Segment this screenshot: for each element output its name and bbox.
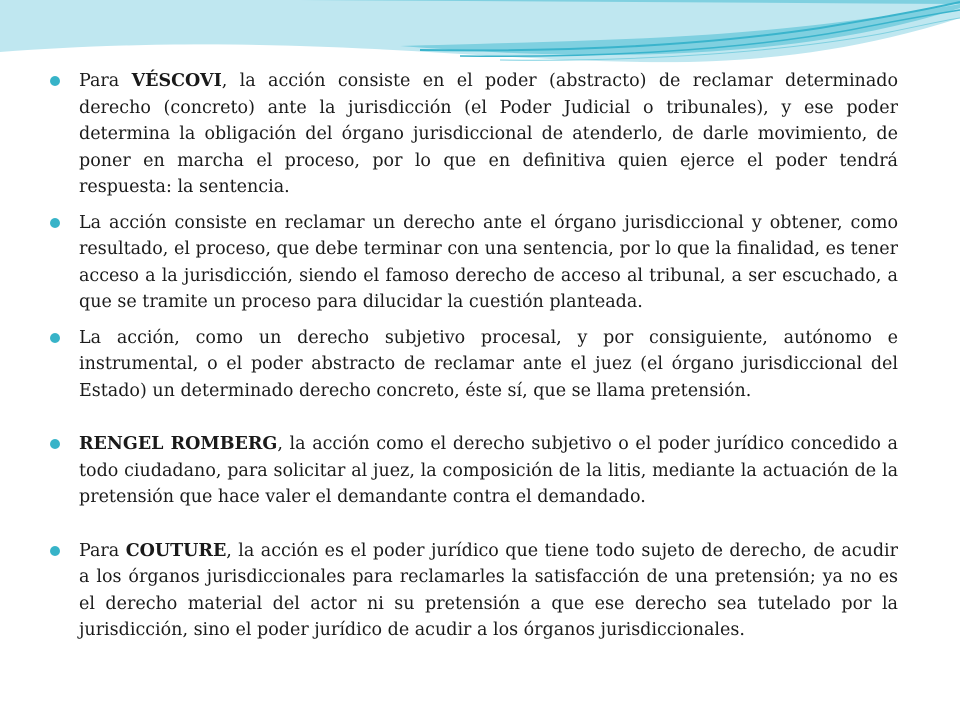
bullet-item-vescovi [48, 68, 898, 201]
bullet-author: RENGEL ROMBERG [79, 434, 278, 454]
bullet-dot-icon [50, 333, 60, 343]
bullet-item-couture [48, 538, 898, 644]
bullet-prefix: Para [79, 71, 132, 91]
bullet-dot-icon [50, 546, 60, 556]
bullet-text: La acción consiste en reclamar un derecho ante el órgano jurisdiccional y obtener, como resultado, el proceso, que debe terminar con una sentencia, por lo que la finalidad, es tener acceso a la jurisdicción, siendo el famoso derecho de acceso al tribunal, a ser escuchado, a que se tramite un proceso para dilucidar la cuestión planteada. [79, 212, 898, 312]
bullet-text: , la acción consiste en el poder (abstracto) de reclamar determinado derecho (concreto) ante la jurisdicción (el Poder Judicial o tribunales), y ese poder determina la obligación del órgano jurisdiccional de atenderlo, de darle movimiento, de poner en marcha el proceso, por lo que en definitiva quien ejerce el poder tendrá respuesta: la sentencia. [79, 71, 898, 197]
bullet-dot-icon [50, 218, 60, 228]
bullet-text: , la acción es el poder jurídico que tiene todo sujeto de derecho, de acudir a los órganos jurisdiccionales para reclamarles la satisfacción de una pretensión; ya no es el derecho material del actor ni su pretensión a que ese derecho sea tutelado por la jurisdicción, sino el poder jurídico de acudir a los órganos jurisdiccionales. [79, 540, 899, 640]
bullet-item-derecho-subjetivo [48, 325, 898, 405]
bullet-item-rengel-romberg [48, 431, 898, 511]
bullet-dot-icon [50, 439, 60, 449]
bullet-author: COUTURE [125, 540, 227, 561]
bullet-dot-icon [50, 76, 60, 86]
bullet-text: La acción, como un derecho subjetivo procesal, y por consiguiente, autónomo e instrumental, o el poder abstracto de reclamar ante el juez (el órgano jurisdiccional del Estado) un determinado derecho concreto, éste sí, que se llama pretensión. [79, 327, 898, 401]
bullet-item-accion-reclamar [48, 210, 898, 316]
bullet-text: , la acción como el derecho subjetivo o el poder jurídico concedido a todo ciudadano, para solicitar al juez, la composición de la litis, mediante la actuación de la pretensión que hace valer el demandante contra el demandado. [79, 434, 898, 507]
bullet-prefix: Para [79, 540, 126, 561]
bullet-list [48, 68, 898, 644]
bullet-author: VÉSCOVI [131, 71, 222, 91]
